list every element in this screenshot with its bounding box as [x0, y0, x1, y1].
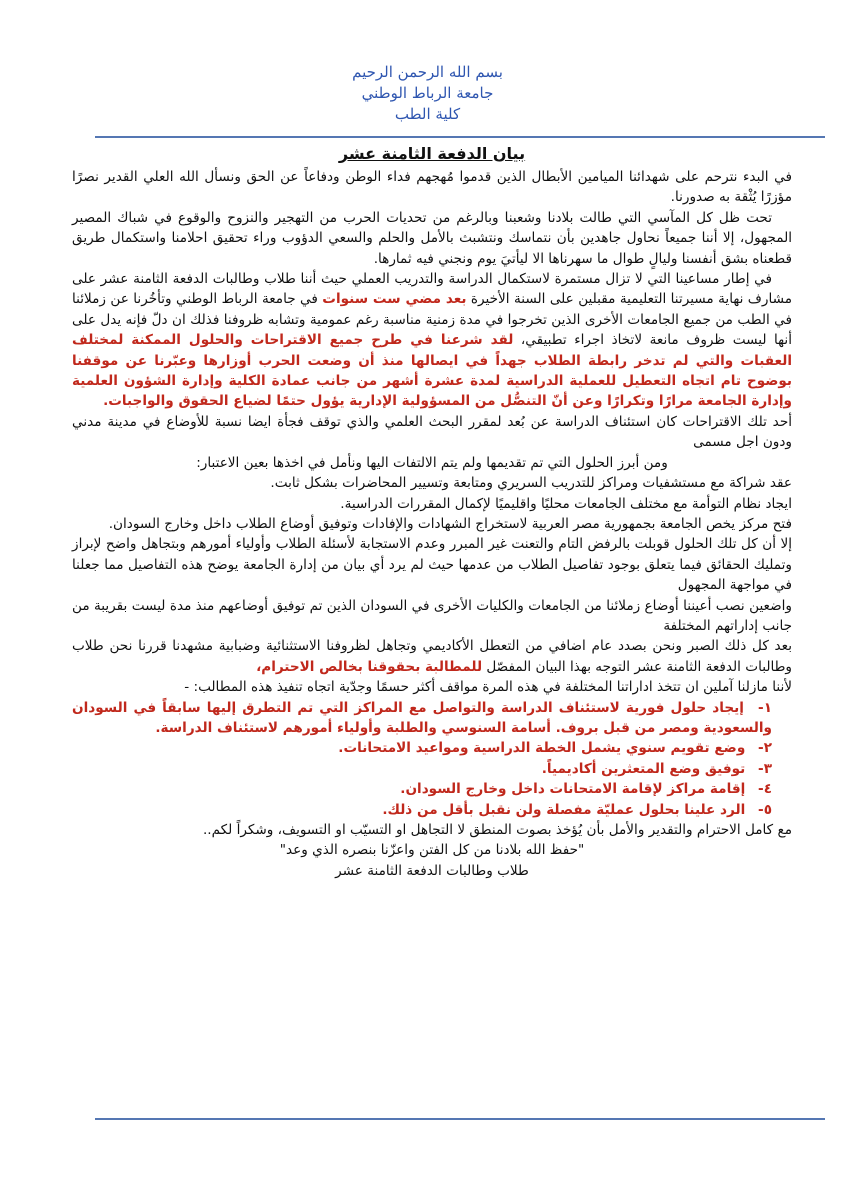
demand-text: الرد علينا بحلول عمليّة مفصلة ولن نقبل بأقل من ذلك.: [382, 801, 746, 818]
six-years-highlight: بعد مضي ست سنوات: [322, 291, 467, 308]
letterhead: [0, 62, 855, 125]
decision-text: بعد كل ذلك الصبر ونحن بصدد عام اضافي من التعطل الأكاديمي وتجاهل لظروفنا الاستثنائية وضبابية مشهدنا قررنا نحن طلاب وطالبات الدفعة الثامنة عشر التوجه بهذا البيان المفصّل: [72, 638, 792, 675]
demand-item: [72, 698, 792, 739]
paragraph-context: تحت ظل كل المآسي التي طالت بلادنا وشعبنا وبالرغم من تحديات الحرب من التهجير والنزوح والوقوع في شباك المصير المجهول، إلا أننا جميعاً نحاول جاهدين بأن نتماسك ونتشبث بالأمل والحلم والسعي الدؤوب وراء تحقيق احلامنا واستكمال طريق قطعناه بشق أنفسنا وليالٍ طوال ما سهرناها الا ليأتيَ يوم ونجني فيه ثمارها.: [72, 209, 792, 267]
demand-item: [72, 738, 792, 758]
demand-number: ٤-: [758, 781, 772, 798]
demand-number: ٥-: [758, 801, 772, 818]
decision-highlight: للمطالبة بحقوقنا بخالص الاحترام،: [256, 658, 483, 675]
efforts-text-b: في جامعة الرباط الوطني وتأخُرنا عن زملائنا في الطب من جميع الجامعات الأخرى الذين تخرجوا في مدة زمنية مناسبة رغم عمومية وتشابه ظروفنا فذلك ان دلّ فإنه يدل على أنها ليست ظروف مانعة لاتخاذ اجراء تطبيقي،: [72, 291, 792, 349]
demand-text: توفيق وضع المتعثرين أكاديمياً.: [541, 760, 746, 777]
paragraph-solutions-intro: ومن أبرز الحلول التي تم تقديمها ولم يتم الالتفات اليها ونأمل في اخذها بعين الاعتبار:: [196, 454, 668, 471]
demand-item: [72, 800, 792, 820]
efforts-text-a: في إطار مساعينا التي لا تزال مستمرة لاستكمال الدراسة والتدريب العملي حيث أننا طلاب وطالبات الدفعة الثامنة عشر على مشارف نهاية مسيرتنا التعليمية مقبلين على السنة الأخيرة: [72, 271, 793, 308]
solution-twinning: ايجاد نظام التوأمة مع مختلف الجامعات محليًا واقليميًا لإكمال المقررات الدراسية.: [340, 495, 792, 512]
paragraph-proposal: أحد تلك الاقتراحات كان استئناف الدراسة عن بُعد لمقرر البحث العلمي والذي توقف فجأة ايضا نسبة للأوضاع في مدينة مدني ودون اجل مسمى: [72, 413, 792, 451]
demand-text: إيجاد حلول فورية لاستئناف الدراسة والتواصل مع المراكز التي تم التطرق إليها سابقاً في السودان والسعودية ومصر من قبل بروف. أسامة السنوسي والطلبة وأولياء أمورهم لاستئناف الدراسة.: [72, 699, 772, 736]
paragraph-colleagues: واضعين نصب أعيننا أوضاع زملائنا من الجامعات والكليات الأخرى في السودان الذين تم توفيق أوضاعهم منذ مدة ليست بقريبة من جانب إداراتهم المختلفة: [72, 597, 792, 634]
header-divider: [95, 136, 825, 138]
statement-body: [72, 143, 792, 881]
demands-list: [72, 698, 792, 820]
footer-divider: [95, 1118, 825, 1120]
paragraph-efforts: [72, 269, 792, 412]
demand-number: ٢-: [758, 740, 772, 757]
solution-partnership: عقد شراكة مع مستشفيات ومراكز للتدريب السريري ومتابعة وتسيير المحاضرات بشكل ثابت.: [270, 475, 792, 492]
statement-title: بيان الدفعة الثامنة عشر: [338, 144, 526, 163]
demand-text: إقامة مراكز لإقامة الامتحانات داخل وخارج السودان.: [400, 781, 746, 798]
demand-item: [72, 759, 792, 779]
demand-text: وضع تقويم سنوي يشمل الخطة الدراسية ومواعيد الامتحانات.: [338, 740, 746, 757]
demand-number: ١-: [758, 699, 773, 716]
paragraph-rejection: إلا أن كل تلك الحلول قوبلت بالرفض التام والتعنت غير المبرر وعدم الاستجابة لأسئلة الطلاب وأولياء أمورهم وبتجاهل واضح لإبراز وتمليك الحقائق فيما يتعلق بوجود تفاصيل الطلاب من عدمها حيث لم يرد أي بيان من إدارة الجامعة يوضح هذه التفاصيل مما جعلنا في مواجهة المجهول: [72, 536, 792, 594]
demand-number: ٣-: [758, 760, 772, 777]
closing-quote: "حفظ الله بلادنا من كل الفتن واعزّنا بنصره الذي وعد": [279, 842, 585, 859]
university-name: جامعة الرباط الوطني: [361, 84, 494, 102]
basmala: بسم الله الرحمن الرحيم: [352, 63, 503, 81]
faculty-name: كلية الطب: [394, 105, 461, 123]
paragraph-opening: في البدء نترحم على شهدائنا الميامين الأبطال الذين قدموا مُهجهم فداء الوطن ودفاعاً عن الحق ونسأل الله العلي القدير نصرًا مؤزرًا يُثْقة به صدورنا.: [72, 169, 792, 206]
efforts-highlight: لقد شرعنا في طرح جميع الاقتراحات والحلول الممكنة لمختلف العقبات والتي لم تدخر رابطة الطلاب جهداً في ايصالها منذ أن وضعت الحرب أوزارها وعبّرنا عن موقفنا بوضوح تام اتجاه التعطيل للعملية الدراسية لمدة عشرة أشهر من جانب عمادة الكلية وإدارة الشؤون العلمية وإدارة الجامعة مرارًا وتكرارًا وعن أنّ التنصُّل من المسؤولية الإدارية يؤول حتمًا لضياع الحقوق والواجبات.: [72, 332, 792, 410]
paragraph-decision: [72, 636, 792, 677]
solution-egypt-center: فتح مركز يخص الجامعة بجمهورية مصر العربية لاستخراج الشهادات والإفادات وتوفيق أوضاع الطلاب داخل وخارج السودان.: [108, 515, 792, 532]
paragraph-closing: مع كامل الاحترام والتقدير والأمل بأن يُؤخذ بصوت المنطق لا التجاهل او التسيّب او التسويف، وشكراً لكم..: [202, 822, 792, 838]
signature: طلاب وطالبات الدفعة الثامنة عشر: [335, 862, 529, 879]
demand-item: [72, 779, 792, 799]
paragraph-demands-intro: لأننا مازلنا آملين ان تتخذ اداراتنا المختلفة في هذه المرة مواقف أكثر حسمًا وجدّية اتجاه تنفيذ هذه المطالب: -: [184, 679, 792, 696]
